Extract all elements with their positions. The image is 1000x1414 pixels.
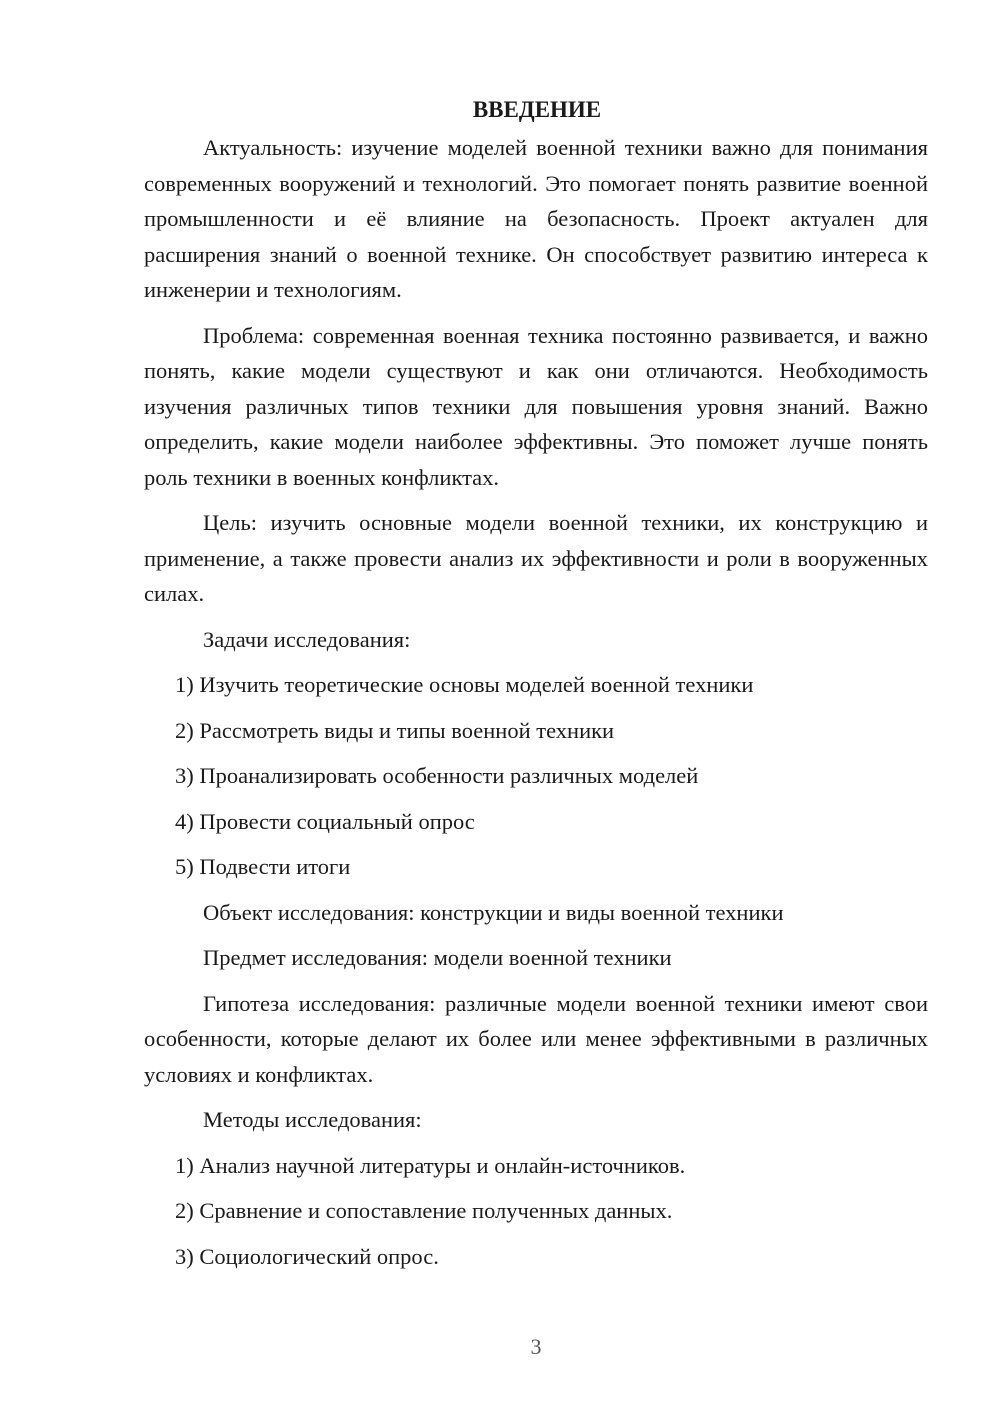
methods-heading: Методы исследования: (203, 1107, 422, 1132)
task-item: 4) Провести социальный опрос (175, 808, 475, 834)
goal-paragraph: Цель: изучить основные модели военной техники, их конструкцию и применение, а также провести анализ их эффективности и роли в вооруженных силах. (144, 510, 928, 606)
page-content (144, 94, 928, 1284)
hypothesis-paragraph: Гипотеза исследования: различные модели военной техники имеют свои особенности, которые делают их более или менее эффективными в различных условиях и конфликтах. (144, 990, 928, 1087)
page-title: ВВЕДЕНИЕ (472, 97, 602, 122)
task-item: 5) Подвести итоги (175, 854, 351, 879)
method-item: 1) Анализ научной литературы и онлайн-источников. (175, 1152, 686, 1178)
page-number: 3 (530, 1334, 542, 1359)
method-item: 3) Социологический опрос. (175, 1243, 439, 1269)
task-item: 2) Рассмотреть виды и типы военной техники (175, 717, 615, 743)
method-item: 2) Сравнение и сопоставление полученных данных. (175, 1198, 673, 1223)
tasks-heading: Задачи исследования: (203, 626, 411, 652)
problem-paragraph: Проблема: современная военная техника постоянно развивается, и важно понять, какие модели существуют и как они отличаются. Необходимость изучения различных типов техники для повышения уровня знаний. Важно определить, какие модели наиболее эффективны. Это поможет лучше понять роль техники в военных конфликтах. (144, 322, 928, 490)
research-subject: Предмет исследования: модели военной техники (203, 945, 672, 970)
task-item: 1) Изучить теоретические основы моделей военной техники (175, 672, 754, 697)
research-object: Объект исследования: конструкции и виды военной техники (203, 899, 784, 925)
task-item: 3) Проанализировать особенности различных моделей (175, 763, 699, 788)
relevance-paragraph: Актуальность: изучение моделей военной техники важно для понимания современных вооружений и технологий. Это помогает понять развитие военной промышленности и её влияние на безопасность. Проект актуален для расширения знаний о военной технике. Он способствует развитию интереса к инженерии и технологиям. (144, 135, 928, 302)
